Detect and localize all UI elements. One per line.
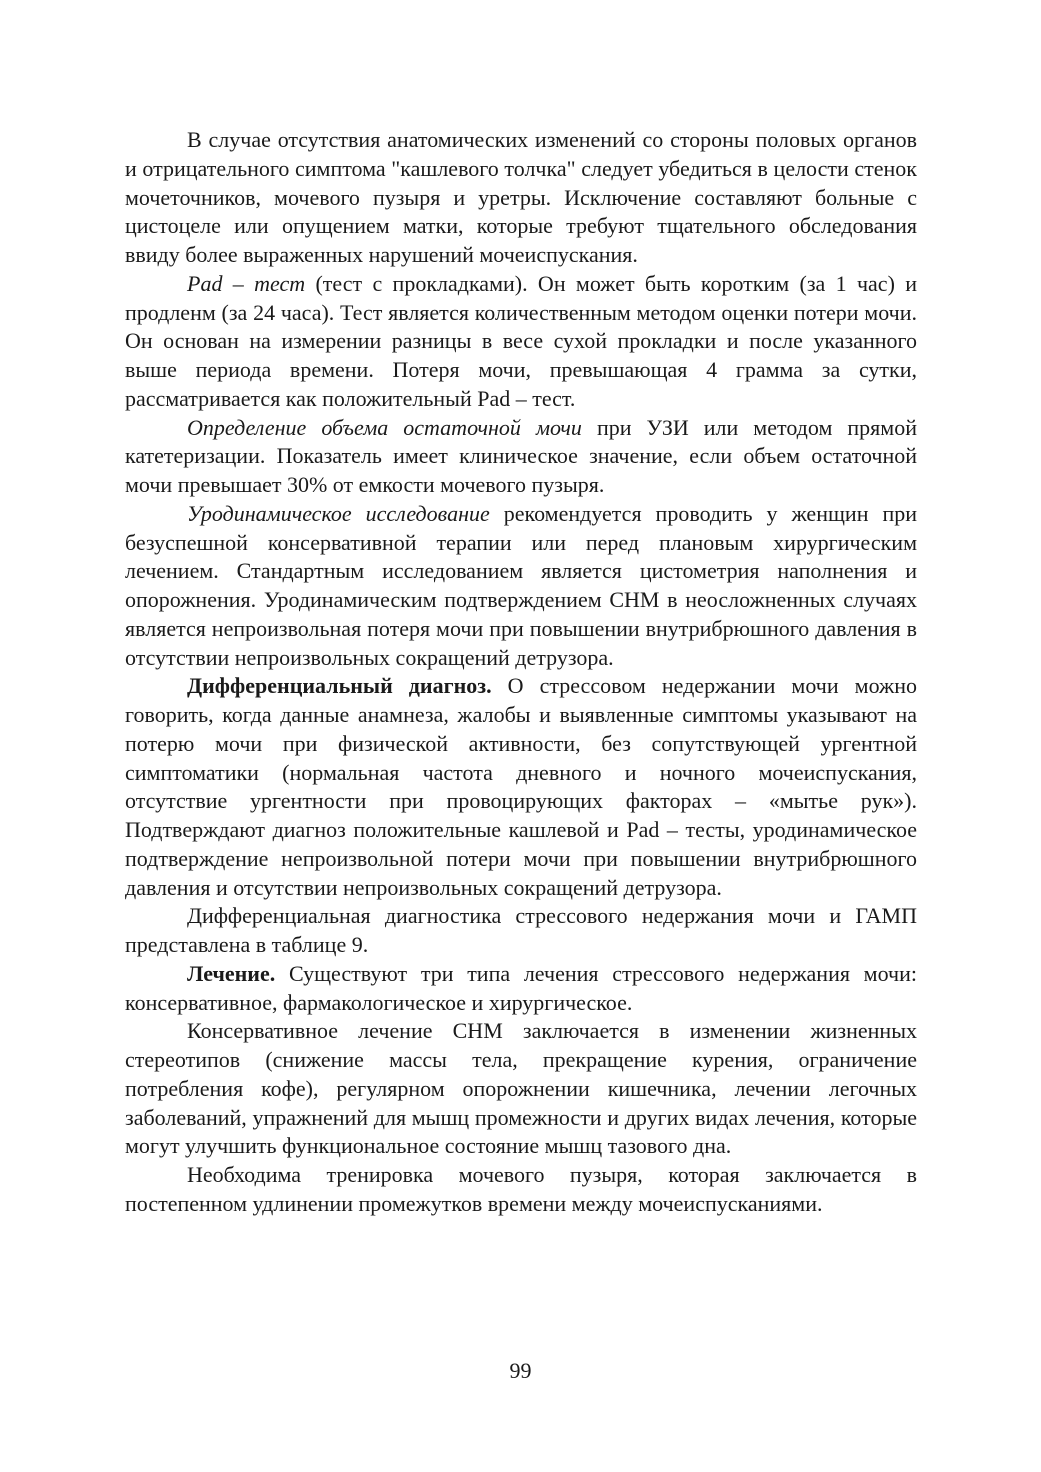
- paragraph-treatment: [125, 960, 917, 1018]
- paragraph-lead-bold: Дифференциальный диагноз.: [187, 673, 492, 699]
- paragraph-text: Дифференциальная диагностика стрессового недержания мочи и ГАМП представлена в таблице 9.: [125, 903, 917, 957]
- paragraph-table-reference: [125, 902, 917, 960]
- paragraph-urodynamic-study: [125, 500, 917, 673]
- paragraph-text: рекомендуется проводить у женщин при безуспешной консервативной терапии или перед плановым хирургическим лечением. Стандартным исследованием является цистометрия наполнения и опорожнения. Уродинамическим подтверждением СНМ в неосложненных случаях является непроизвольная потеря мочи при повышении внутрибрюшного давления в отсутствии непроизвольных сокращений детрузора.: [125, 500, 917, 670]
- page-number: 99: [509, 1358, 532, 1383]
- paragraph-conservative-treatment: [125, 1017, 917, 1161]
- paragraph-lead-bold: Лечение.: [187, 960, 276, 986]
- paragraph-lead-italic: Уродинамическое исследование: [187, 500, 490, 526]
- paragraph-anatomical-changes: [125, 126, 917, 270]
- paragraph-text: Существуют три типа лечения стрессового недержания мочи: консервативное, фармакологическое и хирургическое.: [125, 960, 917, 1015]
- page-body: [125, 126, 917, 1219]
- paragraph-pad-test: [125, 270, 917, 414]
- paragraph-text: при УЗИ или методом прямой катетеризации. Показатель имеет клиническое значение, если объем остаточной мочи превышает 30% от емкости мочевого пузыря.: [125, 414, 917, 497]
- paragraph-text: О стрессовом недержании мочи можно говорить, когда данные анамнеза, жалобы и выявленные симптомы указывают на потерю мочи при физической активности, без сопутствующей ургентной симптоматики (нормальная частота дневного и ночного мочеиспускания, отсутствие ургентности при провоцирующих факторах – «мытье рук»). Подтверждают диагноз положительные кашлевой и Pad – тесты, уродинамическое подтверждение непроизвольной потери мочи при повышении внутрибрюшного давления и отсутствии непроизвольных сокращений детрузора.: [125, 673, 917, 900]
- paragraph-text: Консервативное лечение СНМ заключается в изменении жизненных стереотипов (снижение массы тела, прекращение курения, ограничение потребления кофе), регулярном опорожнении кишечника, лечении легочных заболеваний, упражнений для мышц промежности и других видах лечения, которые могут улучшить функциональное состояние мышц тазового дна.: [125, 1018, 917, 1159]
- paragraph-lead-italic: Определение объема остаточной мочи: [187, 414, 582, 440]
- paragraph-text: (тест с прокладками). Он может быть коротким (за 1 час) и продленм (за 24 часа). Тест является количественным методом оценки потери мочи. Он основан на измерении разницы в весе сухой прокладки и после указанного выше периода времени. Потеря мочи, превышающая 4 грамма за сутки, рассматривается как положительный Pad – тест.: [125, 270, 918, 411]
- paragraph-text: Необходима тренировка мочевого пузыря, которая заключается в постепенном удлинении промежутков времени между мочеиспусканиями.: [125, 1162, 917, 1216]
- paragraph-lead-italic: Pad – тест: [187, 270, 306, 296]
- paragraph-bladder-training: [125, 1161, 917, 1219]
- paragraph-text: В случае отсутствия анатомических изменений со стороны половых органов и отрицательного симптома "кашлевого толчка" следует убедиться в целости стенок мочеточников, мочевого пузыря и уретры. Исключение составляют больные с цистоцеле или опущением матки, которые требуют тщательного обследования ввиду более выраженных нарушений мочеиспускания.: [125, 127, 917, 267]
- paragraph-differential-diagnosis: [125, 672, 917, 902]
- paragraph-residual-urine: [125, 414, 917, 500]
